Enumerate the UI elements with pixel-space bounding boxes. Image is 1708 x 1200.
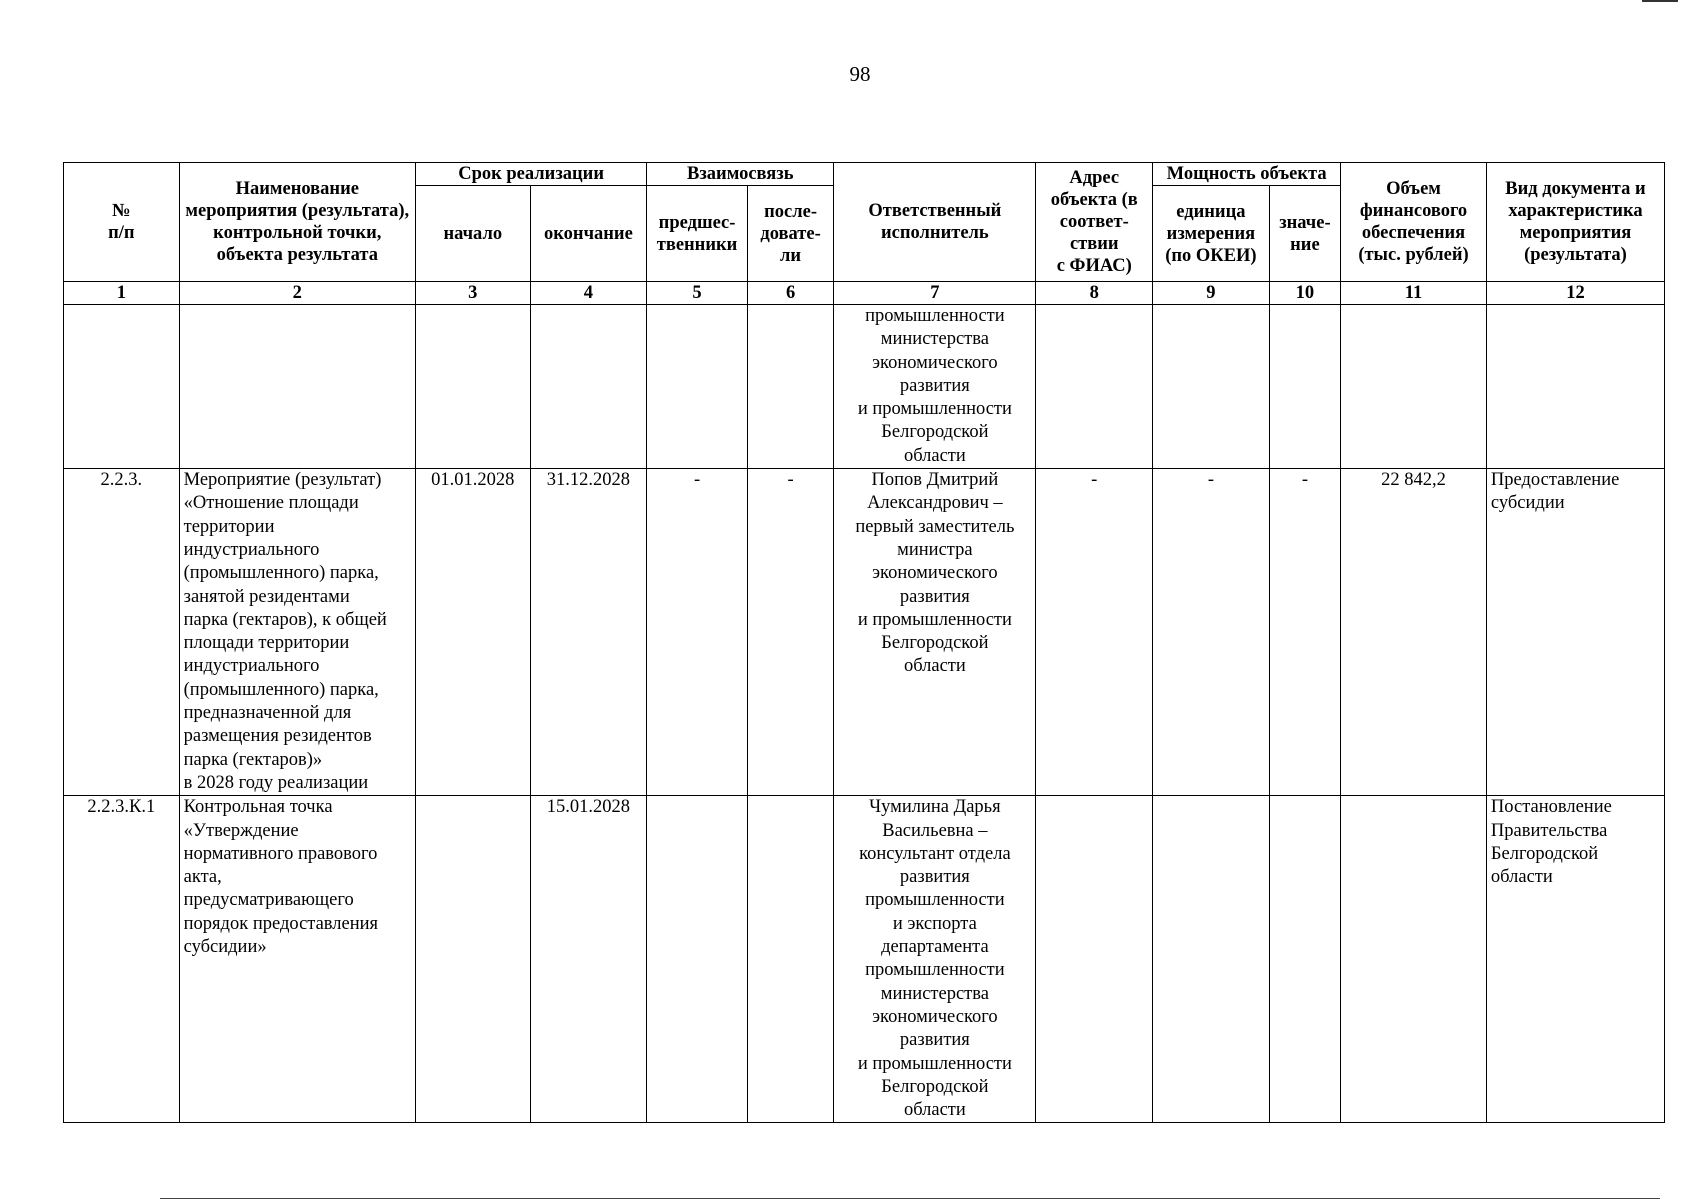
header-finance: Объем финансового обеспечения (тыс. рублей) [1341,163,1487,282]
table-row [64,796,1665,1123]
scan-mark [1642,0,1678,2]
column-number: 6 [747,282,834,305]
row-start: 01.01.2028 [415,469,530,796]
header-term-group: Срок реализации [415,163,646,186]
row-post [747,796,834,1123]
row-name: Контрольная точка «Утверждение нормативного правового акта, предусматривающего порядок предоставления субсидии» [179,796,415,1123]
header-num: № п/п [64,163,180,282]
column-number: 7 [834,282,1036,305]
row-end: 15.01.2028 [530,796,647,1123]
row-value [1269,305,1340,469]
row-num [64,305,180,469]
row-num: 2.2.3. [64,469,180,796]
column-number: 12 [1486,282,1664,305]
header-value: значе- ние [1269,186,1340,282]
page-number: 98 [849,62,871,86]
row-name: Мероприятие (результат) «Отношение площади территории индустриального (промышленного) парка, занятой резидентами парка (гектаров), к общей площади территории индустриального (промышленного) парка, предназначенной для размещения резидентов парка (гектаров)» в 2028 году реализации [179,469,415,796]
events-table [63,162,1665,1123]
header-pred: предшес- твенники [647,186,748,282]
row-start [415,305,530,469]
row-address [1036,796,1153,1123]
table-row [64,305,1665,469]
row-pred [647,796,748,1123]
row-pred: - [647,469,748,796]
header-power-group: Мощность объекта [1153,163,1341,186]
row-post [747,305,834,469]
column-number: 8 [1036,282,1153,305]
column-number: 9 [1153,282,1270,305]
header-address: Адрес объекта (в соответ- ствии с ФИАС) [1036,163,1153,282]
header-name: Наименование мероприятия (результата), контрольной точки, объекта результата [179,163,415,282]
row-finance [1341,305,1487,469]
row-end [530,305,647,469]
column-number: 5 [647,282,748,305]
row-end: 31.12.2028 [530,469,647,796]
row-pred [647,305,748,469]
table-body [64,305,1665,1123]
column-number: 1 [64,282,180,305]
row-responsible: Чумилина Дарья Васильевна – консультант отдела развития промышленности и экспорта департамента промышленности министерства экономического развития и промышленности Белгородской области [834,796,1036,1123]
table-header [64,163,1665,305]
row-doc: Постановление Правительства Белгородской области [1486,796,1664,1123]
row-doc [1486,305,1664,469]
header-end: окончание [530,186,647,282]
header-link-group: Взаимосвязь [647,163,834,186]
row-address [1036,305,1153,469]
row-post: - [747,469,834,796]
row-unit: - [1153,469,1270,796]
row-value: - [1269,469,1340,796]
row-num: 2.2.3.К.1 [64,796,180,1123]
row-unit [1153,796,1270,1123]
row-responsible: Попов Дмитрий Александрович – первый заместитель министра экономического развития и промышленности Белгородской области [834,469,1036,796]
column-number: 11 [1341,282,1487,305]
header-responsible: Ответственный исполнитель [834,163,1036,282]
footer-line [160,1198,1660,1199]
header-unit: единица измерения (по ОКЕИ) [1153,186,1270,282]
row-value [1269,796,1340,1123]
column-number: 2 [179,282,415,305]
column-number: 4 [530,282,647,305]
row-start [415,796,530,1123]
row-finance: 22 842,2 [1341,469,1487,796]
column-number: 3 [415,282,530,305]
row-address: - [1036,469,1153,796]
row-unit [1153,305,1270,469]
row-name [179,305,415,469]
column-numbers-row [64,282,1665,305]
row-finance [1341,796,1487,1123]
header-start: начало [415,186,530,282]
column-number: 10 [1269,282,1340,305]
table-row [64,469,1665,796]
row-doc: Предоставление субсидии [1486,469,1664,796]
header-post: после- довате- ли [747,186,834,282]
header-doc: Вид документа и характеристика мероприятия (результата) [1486,163,1664,282]
row-responsible: промышленности министерства экономического развития и промышленности Белгородской области [834,305,1036,469]
